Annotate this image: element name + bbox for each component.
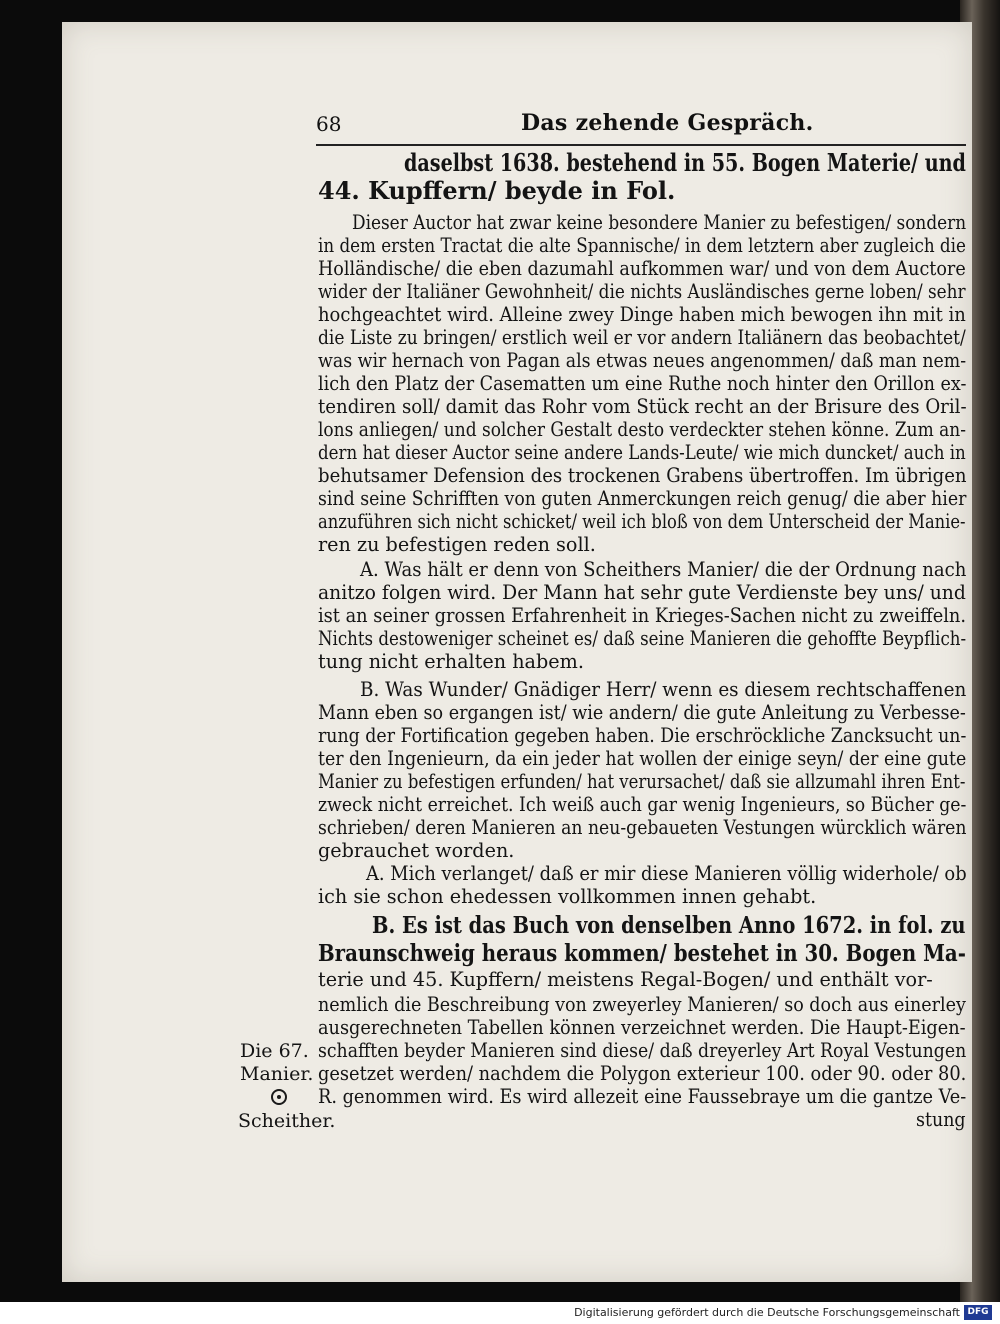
text-line: ich sie schon ehedessen vollkommen innen gehabt. xyxy=(318,885,817,908)
text-line: in dem ersten Tractat die alte Spannische/ in dem letztern aber zugleich die xyxy=(318,234,966,257)
text-line: anzuführen sich nicht schicket/ weil ich bloß von dem Unterscheid der Manie- xyxy=(318,510,966,533)
text-line: ist an seiner grossen Erfahrenheit in Krieges-Sachen nicht zu zweiffeln. xyxy=(318,604,967,627)
text-line: Nichts destoweniger scheinet es/ daß seine Manieren die gehoffte Beypflich- xyxy=(318,627,967,650)
running-head: Das zehende Gespräch. xyxy=(521,110,814,136)
text-line: hochgeachtet wird. Alleine zwey Dinge haben mich bewogen ihn mit in xyxy=(318,303,966,326)
text-line: dern hat dieser Auctor seine andere Lands-Leute/ wie mich duncket/ auch in xyxy=(318,441,966,464)
text-line: Braunschweig heraus kommen/ bestehet in 30. Bogen Ma- xyxy=(318,940,966,967)
text-line: sind seine Schrifften von guten Anmerckungen reich genug/ die aber hier xyxy=(318,487,967,510)
text-line: Mann eben so ergangen ist/ wie andern/ die gute Anleitung zu Verbesse- xyxy=(318,701,966,724)
text-line: lich den Platz der Casematten um eine Ruthe noch hinter den Orillon ex- xyxy=(318,372,967,395)
text-line: A. Was hält er denn von Scheithers Manier/ die der Ordnung nach xyxy=(360,558,967,581)
text-line: terie und 45. Kupffern/ meistens Regal-Bogen/ und enthält vor- xyxy=(318,968,933,991)
page-number: 68 xyxy=(316,112,342,136)
funding-notice: Digitalisierung gefördert durch die Deutsche Forschungsgemeinschaft xyxy=(574,1306,960,1319)
text-line: behutsamer Defension des trockenen Grabens übertroffen. Im übrigen xyxy=(318,464,967,487)
page-header xyxy=(316,110,966,146)
text-line: gebrauchet worden. xyxy=(318,839,515,862)
margin-note: Die 67. xyxy=(240,1040,309,1062)
text-line: wider der Italiäner Gewohnheit/ die nichts Ausländisches gerne loben/ sehr xyxy=(318,280,966,303)
text-line: was wir hernach von Pagan als etwas neues angenommen/ daß man nem- xyxy=(318,349,967,372)
text-line: Holländische/ die eben dazumahl aufkommen war/ und von dem Auctore xyxy=(318,257,966,280)
text-line: B. Es ist das Buch von denselben Anno 1672. in fol. zu xyxy=(372,912,966,939)
text-line: ren zu befestigen reden soll. xyxy=(318,533,596,556)
dfg-logo: DFG xyxy=(964,1305,992,1320)
text-line: 44. Kupffern/ beyde in Fol. xyxy=(318,176,676,205)
text-line: Dieser Auctor hat zwar keine besondere Manier zu befestigen/ sondern xyxy=(352,211,967,234)
sun-symbol-icon xyxy=(271,1089,287,1105)
text-line: ausgerechneten Tabellen können verzeichnet werden. Die Haupt-Eigen- xyxy=(318,1016,966,1039)
text-line: A. Mich verlanget/ daß er mir diese Manieren völlig widerhole/ ob xyxy=(366,862,967,885)
footer-bar xyxy=(0,1302,1000,1324)
text-line: ter den Ingenieurn, da ein jeder hat wollen der einige seyn/ der eine gute xyxy=(318,747,967,770)
text-line: gesetzet werden/ nachdem die Polygon exterieur 100. oder 90. oder 80. xyxy=(318,1062,967,1085)
text-line: tung nicht erhalten habem. xyxy=(318,650,584,673)
text-line: rung der Fortification gegeben haben. Die erschröckliche Zancksucht un- xyxy=(318,724,967,747)
margin-note: Scheither. xyxy=(238,1110,336,1132)
text-line: zweck nicht erreichet. Ich weiß auch gar wenig Ingenieurs, so Bücher ge- xyxy=(318,793,967,816)
text-line: schrieben/ deren Manieren an neu-gebaueten Vestungen würcklich wären xyxy=(318,816,967,839)
catchword: stung xyxy=(916,1108,966,1131)
text-line: anitzo folgen wird. Der Mann hat sehr gute Verdienste bey uns/ und xyxy=(318,581,966,604)
text-line: lons anliegen/ und solcher Gestalt desto verdeckter stehen könne. Zum an- xyxy=(318,418,966,441)
text-line: R. genommen wird. Es wird allezeit eine Faussebraye um die gantze Ve- xyxy=(318,1085,967,1108)
margin-note: Manier. xyxy=(240,1063,314,1085)
text-line: Manier zu befestigen erfunden/ hat verursachet/ daß sie allzumahl ihren Ent- xyxy=(318,770,966,793)
text-line: tendiren soll/ damit das Rohr vom Stück recht an der Brisure des Oril- xyxy=(318,395,967,418)
text-line: die Liste zu bringen/ erstlich weil er vor andern Italiänern das beobachtet/ xyxy=(318,326,966,349)
text-line: daselbst 1638. bestehend in 55. Bogen Materie/ und xyxy=(404,148,966,177)
text-line: B. Was Wunder/ Gnädiger Herr/ wenn es diesem rechtschaffenen xyxy=(360,678,967,701)
text-line: nemlich die Beschreibung von zweyerley Manieren/ so doch aus einerley xyxy=(318,993,966,1016)
text-line: schafften beyder Manieren sind diese/ daß dreyerley Art Royal Vestungen xyxy=(318,1039,967,1062)
